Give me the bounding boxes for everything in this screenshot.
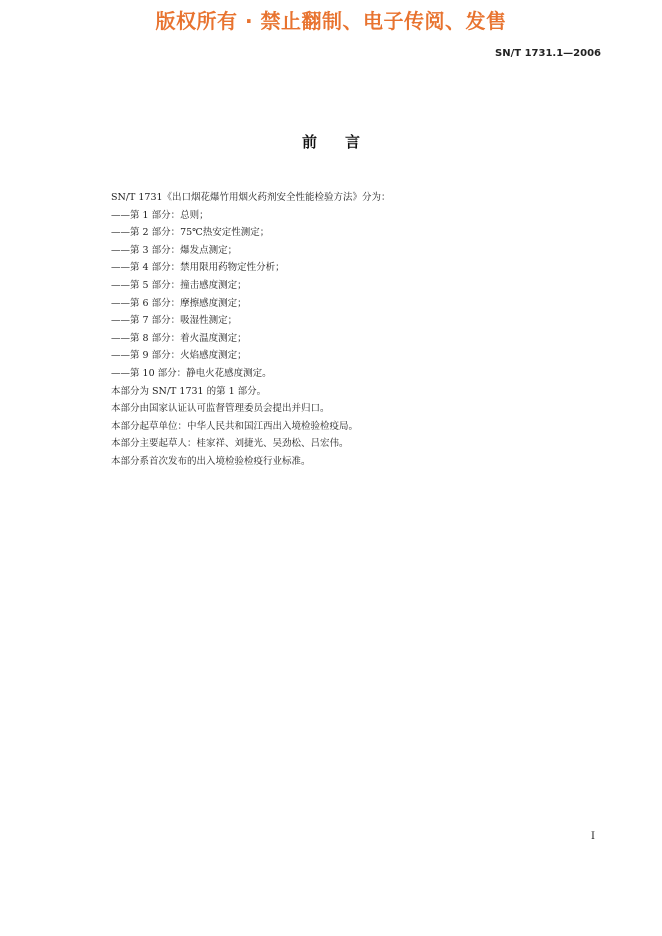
statement-paragraph: 本部分系首次发布的出入境检验检疫行业标准。 (111, 455, 311, 467)
list-item: ——第 7 部分：吸湿性测定； (111, 315, 238, 327)
standard-number: SN/T 1731.1—2006 (495, 48, 601, 59)
copyright-watermark: 版权所有 · 禁止翻制、电子传阅、发售 (155, 9, 507, 33)
page-title: 前言 (301, 133, 388, 151)
list-item: ——第 9 部分：火焰感度测定； (111, 350, 247, 362)
foreword-body (111, 189, 591, 471)
intro-paragraph: SN/T 1731《出口烟花爆竹用烟火药剂安全性能检验方法》分为： (111, 192, 391, 203)
statement-paragraph: 本部分为 SN/T 1731 的第 1 部分。 (111, 385, 267, 397)
page-number: I (591, 831, 595, 842)
statement-paragraph: 本部分起草单位：中华人民共和国江西出入境检验检疫局。 (111, 420, 359, 432)
list-item: ——第 6 部分：摩擦感度测定； (111, 297, 247, 309)
list-item: ——第 3 部分：爆发点测定； (111, 244, 238, 256)
list-item: ——第 2 部分：75℃热安定性测定； (111, 227, 270, 239)
list-item: ——第 1 部分：总则； (111, 209, 209, 221)
list-item: ——第 5 部分：撞击感度测定； (111, 279, 247, 291)
list-item: ——第 10 部分：静电火花感度测定。 (111, 367, 272, 379)
list-item: ——第 4 部分：禁用限用药物定性分析； (111, 262, 285, 274)
statement-paragraph: 本部分由国家认证认可监督管理委员会提出并归口。 (111, 403, 330, 415)
statement-paragraph: 本部分主要起草人：桂家祥、刘捷光、吴劲松、吕宏伟。 (111, 438, 349, 450)
list-item: ——第 8 部分：着火温度测定； (111, 332, 247, 344)
